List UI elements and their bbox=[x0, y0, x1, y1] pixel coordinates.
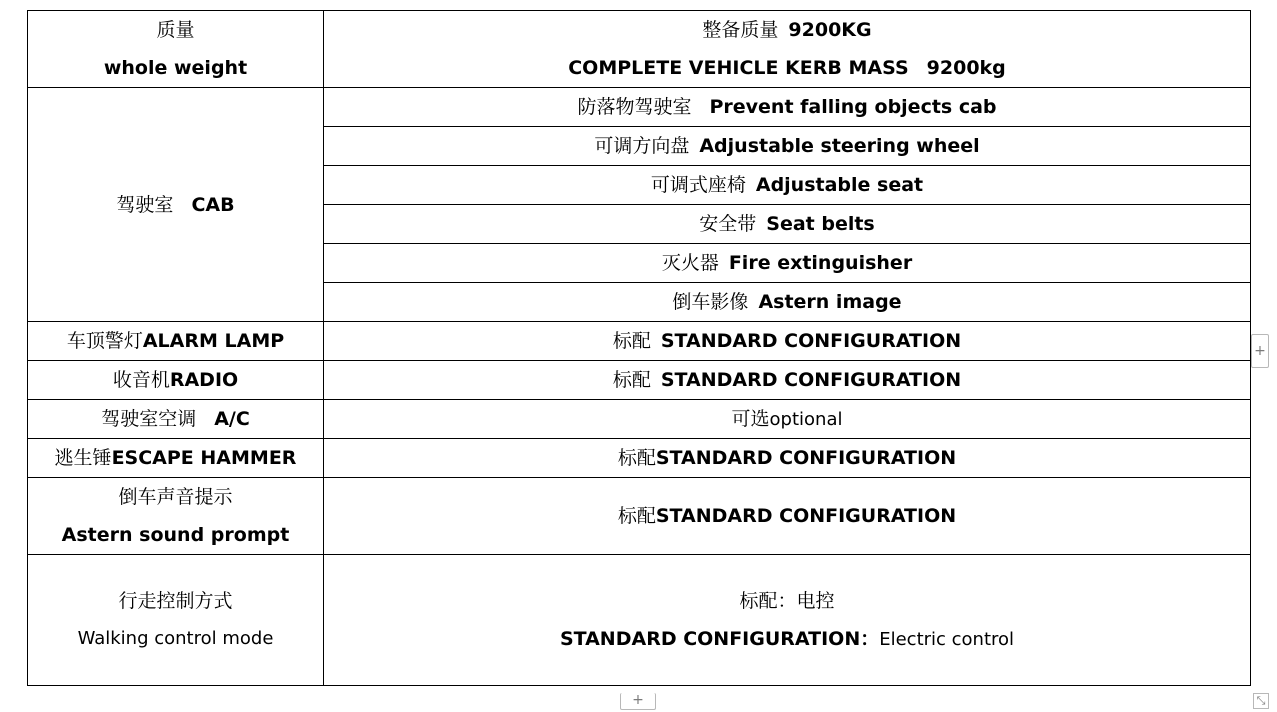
label-en: CAB bbox=[191, 193, 235, 216]
row-value-walking-control[interactable] bbox=[324, 555, 1251, 686]
add-column-button[interactable] bbox=[1251, 334, 1269, 368]
value-cn: 整备质量 bbox=[702, 19, 779, 41]
plus-icon: + bbox=[632, 692, 644, 708]
value-en: COMPLETE VEHICLE KERB MASS bbox=[568, 57, 909, 79]
row-label-alarm-lamp[interactable] bbox=[28, 322, 324, 361]
label-en: Astern sound prompt bbox=[61, 524, 290, 546]
cab-item-cn: 可调式座椅 bbox=[650, 174, 746, 196]
row-label-ac[interactable] bbox=[28, 400, 324, 439]
cab-item-cn: 安全带 bbox=[699, 213, 757, 235]
row-value-alarm-lamp[interactable] bbox=[324, 322, 1251, 361]
value-cn: 标配 bbox=[612, 369, 651, 391]
value-en-line bbox=[324, 57, 1250, 79]
value-en-line bbox=[324, 628, 1250, 651]
value-en: STANDARD CONFIGURATION： bbox=[559, 627, 880, 650]
cab-item[interactable] bbox=[324, 127, 1251, 166]
cab-item-cn: 可调方向盘 bbox=[594, 135, 690, 157]
value-en-detail: Electric control bbox=[879, 628, 1015, 650]
row-label-walking-control[interactable] bbox=[28, 555, 324, 686]
value-en: STANDARD CONFIGURATION bbox=[660, 330, 962, 352]
value-en: STANDARD CONFIGURATION bbox=[655, 505, 957, 527]
add-row-button[interactable] bbox=[620, 693, 656, 710]
cab-item-en: Astern image bbox=[758, 291, 902, 313]
label-en: A/C bbox=[214, 408, 250, 430]
label-cn: 收音机 bbox=[112, 369, 170, 391]
label-cn: 逃生锤 bbox=[54, 447, 112, 469]
row-label-weight[interactable] bbox=[28, 11, 324, 88]
cab-item[interactable] bbox=[324, 244, 1251, 283]
plus-icon: + bbox=[1254, 343, 1266, 359]
cab-item-en: Adjustable seat bbox=[755, 174, 924, 196]
value-cn-line bbox=[324, 19, 1250, 41]
value-cn: 可选 bbox=[731, 407, 770, 430]
label-cn: 质量 bbox=[156, 19, 195, 41]
label-cn: 驾驶室 bbox=[116, 193, 174, 216]
row-value-weight[interactable] bbox=[324, 11, 1251, 88]
row-value-escape-hammer[interactable] bbox=[324, 439, 1251, 478]
table-row bbox=[28, 478, 1251, 555]
value-cn: 标配 bbox=[617, 505, 656, 527]
label-en: ESCAPE HAMMER bbox=[111, 447, 297, 469]
table-resize-handle[interactable] bbox=[1253, 693, 1269, 709]
row-label-cab[interactable] bbox=[28, 88, 324, 322]
row-label-radio[interactable] bbox=[28, 361, 324, 400]
cab-item-cn: 防落物驾驶室 bbox=[577, 96, 692, 118]
table-row bbox=[28, 361, 1251, 400]
table-row bbox=[28, 400, 1251, 439]
value-cn: 标配：电控 bbox=[739, 589, 835, 612]
value-cn: 标配 bbox=[617, 447, 656, 469]
value-cn-number: 9200KG bbox=[788, 19, 872, 41]
cab-item-cn: 倒车影像 bbox=[672, 291, 749, 313]
value-en: optional bbox=[769, 408, 843, 430]
label-cn: 车顶警灯 bbox=[66, 330, 143, 352]
cab-item-cn: 灭火器 bbox=[661, 252, 719, 274]
label-cn: 驾驶室空调 bbox=[101, 408, 197, 430]
cab-item[interactable] bbox=[324, 283, 1251, 322]
value-en: STANDARD CONFIGURATION bbox=[660, 369, 962, 391]
value-cn: 标配 bbox=[612, 330, 651, 352]
label-en: Walking control mode bbox=[77, 628, 274, 649]
label-en: ALARM LAMP bbox=[142, 330, 285, 352]
value-en-number: 9200kg bbox=[926, 57, 1006, 79]
table-row bbox=[28, 439, 1251, 478]
cab-item[interactable] bbox=[324, 88, 1251, 127]
cab-item-en: Prevent falling objects cab bbox=[709, 96, 997, 118]
value-en: STANDARD CONFIGURATION bbox=[655, 447, 957, 469]
cab-item-en: Fire extinguisher bbox=[728, 252, 913, 274]
table-row bbox=[28, 555, 1251, 686]
spec-table bbox=[27, 10, 1251, 686]
cab-item-en: Seat belts bbox=[766, 213, 875, 235]
label-cn: 行走控制方式 bbox=[118, 590, 233, 612]
row-label-astern-sound[interactable] bbox=[28, 478, 324, 555]
row-value-ac[interactable] bbox=[324, 400, 1251, 439]
table-row bbox=[28, 88, 1251, 127]
row-value-astern-sound[interactable] bbox=[324, 478, 1251, 555]
resize-diagonal-icon: ⤡ bbox=[1256, 694, 1266, 707]
row-label-escape-hammer[interactable] bbox=[28, 439, 324, 478]
cab-item-en: Adjustable steering wheel bbox=[699, 135, 980, 157]
label-cn: 倒车声音提示 bbox=[118, 486, 233, 508]
label-en: whole weight bbox=[103, 57, 248, 79]
table-row bbox=[28, 322, 1251, 361]
row-value-radio[interactable] bbox=[324, 361, 1251, 400]
table-row bbox=[28, 11, 1251, 88]
cab-item[interactable] bbox=[324, 205, 1251, 244]
label-en: RADIO bbox=[169, 369, 239, 391]
cab-item[interactable] bbox=[324, 166, 1251, 205]
